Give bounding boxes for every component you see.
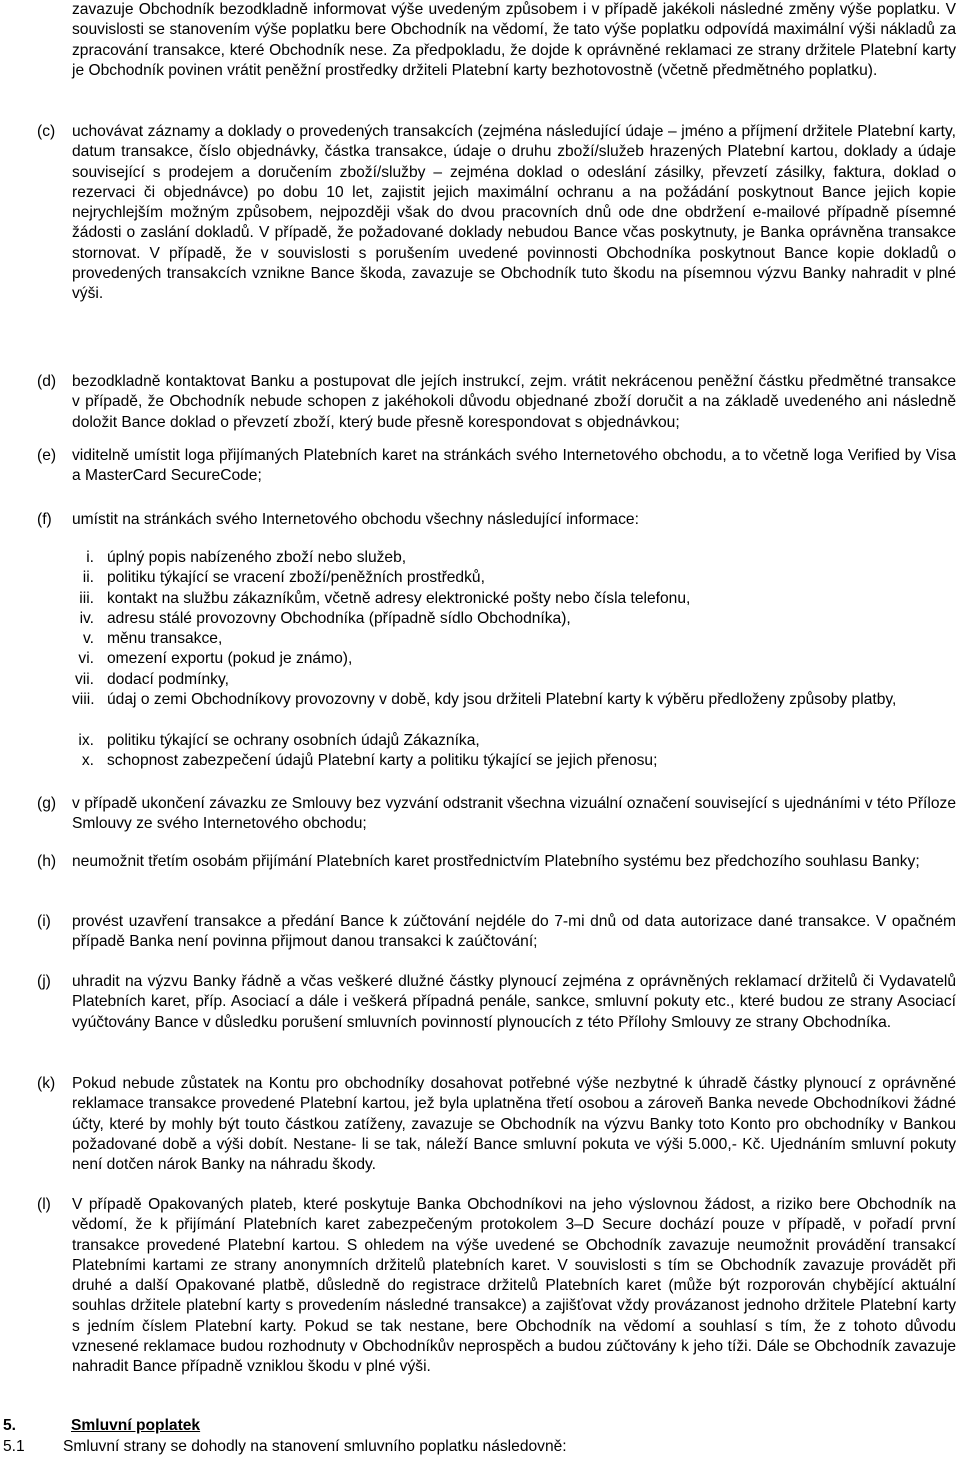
- item-j-label: (j): [37, 973, 51, 990]
- section-number: 5.: [3, 1417, 17, 1434]
- item-c-label: (c): [37, 123, 56, 140]
- item-k-label: (k): [37, 1075, 56, 1092]
- info-list-text: kontakt na službu zákazníkům, včetně adresy elektronické pošty nebo čísla telefonu,: [107, 590, 691, 607]
- item-i-text: provést uzavření transakce a předání Bance k zúčtování nejdéle do 7-mi dnů od data autorizace dané transakce. V opačném případě Banka není povinna přijmout danou transakci k zaúčtování;: [72, 913, 956, 951]
- info-list-text: omezení exportu (pokud je známo),: [107, 650, 353, 667]
- item-f-text: umístit na stránkách svého Internetového obchodu všechny následující informace:: [72, 511, 639, 528]
- info-list-number: vi.: [78, 650, 94, 667]
- info-list-text: politiku týkající se ochrany osobních údajů Zákazníka,: [107, 732, 480, 749]
- info-list-number: i.: [86, 549, 94, 566]
- info-list-text: adresu stálé provozovny Obchodníka (případně sídlo Obchodníka),: [107, 610, 571, 627]
- info-list-number: ix.: [78, 732, 94, 749]
- info-list-text: schopnost zabezpečení údajů Platební karty a politiku týkající se jejich přenosu;: [107, 752, 658, 769]
- item-e-text: viditelně umístit loga přijímaných Platebních karet na stránkách svého Internetového obchodu, a to včetně loga Verified by Visa a MasterCard SecureCode;: [72, 447, 956, 485]
- item-d-text: bezodkladně kontaktovat Banku a postupovat dle jejích instrukcí, zejm. vrátit nekrácenou peněžní částku předmětné transakce v případě, že Obchodník nebude schopen z jakéhokoli důvodu objednané zboží doručit a na základě uvedeného ani následně doložit Bance doklad o převzetí zboží, který bude přesně korespondovat s objednávkou;: [72, 373, 956, 431]
- item-j-text: uhradit na výzvu Banky řádně a včas veškeré dlužné částky plynoucí zejména z oprávněných reklamací držitelů či Vydavatelů Platebních karet, příp. Asociací a dále i veškerá případná penále, sankce, smluvní pokuty etc., které budou ze strany Asociací vyúčtovány Bance v důsledku porušení smluvních povinností plynoucích z této Přílohy Smlouvy ze strany Obchodníka.: [72, 973, 956, 1031]
- info-list-number: viii.: [72, 691, 95, 708]
- subsection-number: 5.1: [3, 1438, 25, 1455]
- item-k-text: Pokud nebude zůstatek na Kontu pro obchodníky dosahovat potřebné výše nezbytné k úhradě částky plynoucí z oprávněné reklamace transakce provedené Platební kartou, jež byla uplatněna třetí osobou a zároveň Banka nevede Obchodníkovi žádné účty, které by mohly být touto částkou zatíženy, zavazuje se Obchodník na výzvu Banky toto Konto pro obchodníky v Bankou požadované době a výši dobít. Nestane- li se tak, náleží Bance smluvní pokuta ve výši 5.000,- Kč. Ujednáním smluvní pokuty není dotčen nárok Banky na náhradu škody.: [72, 1075, 956, 1174]
- item-h-label: (h): [37, 853, 57, 870]
- info-list-number: v.: [83, 630, 94, 647]
- item-h-text: neumožnit třetím osobám přijímání Platebních karet prostřednictvím Platebního systému bez předchozího souhlasu Banky;: [72, 853, 920, 870]
- item-e-label: (e): [37, 447, 57, 464]
- item-i-label: (i): [37, 913, 51, 930]
- info-list-number: vii.: [74, 671, 94, 688]
- info-list-number: iv.: [79, 610, 94, 627]
- info-list-number: iii.: [79, 590, 94, 607]
- item-l-text: V případě Opakovaných plateb, které poskytuje Banka Obchodníkovi na jeho výslovnou žádost, a riziko bere Obchodník na vědomí, že k přijímání Platebních karet zabezpečeným protokolem 3–D Secure dochází pouze v případě, v pořadí první transakce provedené Platební kartou. S ohledem na výše uvedené se Obchodník zavazuje neumožnit provádění transakcí Platebními kartami ze strany anonymních držitelů platebních karet. V souvislosti s tím se Obchodník zavazuje provádět při druhé a další Opakované platbě, důsledně do registrace držitelů Platebních karet (může být rozporován chybějící aktuální souhlas držitele platební karty s provedením následné transakce) a zajišťovat vždy provázanost jednoho držitele Platební karty s jedním číslem Platební karty. Pokud se tak nestane, bere Obchodník na vědomí a souhlasí s tím, že z tohoto důvodu vznesené reklamace budou rozhodnuty v Obchodníkův neprospěch a budou zúčtovány k jeho tíži. Dále se Obchodník zavazuje nahradit Bance případně vzniklou škodu v plné výši.: [72, 1196, 956, 1376]
- info-list-number: x.: [81, 752, 94, 769]
- item-g-text: v případě ukončení závazku ze Smlouvy bez vyzvání odstranit všechna vizuální označení související s ujednáními v této Příloze Smlouvy ze svého Internetového obchodu;: [72, 795, 956, 833]
- info-list-text: dodací podmínky,: [107, 671, 229, 688]
- item-d-label: (d): [37, 373, 57, 390]
- info-list-text: údaj o zemi Obchodníkovy provozovny v době, kdy jsou držiteli Platební karty k výběru předloženy způsoby platby,: [107, 691, 897, 708]
- continuation-paragraph: zavazuje Obchodník bezodkladně informovat výše uvedeným způsobem i v případě jakékoli následné změny výše poplatku. V souvislosti se stanovením výše poplatku bere Obchodník na vědomí, že tato výše poplatku odpovídá maximální výši nákladů za zpracování transakce, které Obchodník nese. Za předpokladu, že dojde k oprávněné reklamaci ze strany držitele Platební karty je Obchodník povinen vrátit peněžní prostředky držiteli Platební karty bezhotovostně (včetně předmětného poplatku).: [72, 1, 956, 79]
- info-list-number: ii.: [82, 569, 94, 586]
- section-title: Smluvní poplatek: [71, 1417, 201, 1434]
- subsection-text: Smluvní strany se dohodly na stanovení smluvního poplatku následovně:: [63, 1438, 567, 1455]
- item-f-label: (f): [37, 511, 52, 528]
- item-c-text: uchovávat záznamy a doklady o provedených transakcích (zejména následující údaje – jméno a příjmení držitele Platební karty, datum transakce, číslo objednávky, částka transakce, údaje o druhu zboží/služeb hrazených Platební kartou, doklady a údaje související s prodejem a doručením zboží/služby – zejména doklad o odeslání zásilky, převzetí zásilky, faktura, doklad o rezervaci či objednávce) po dobu 10 let, zajistit jejich maximální ochranu a na požádání poskytnout Bance jejich kopie nejrychlejším možným způsobem, nejpozději však do dvou pracovních dnů ode dne obdržení e-mailové případně písemné žádosti o zaslání dokladů. V případě, že požadované doklady nebudou Bance včas poskytnuty, je Banka oprávněna transakce stornovat. V případě, že v souvislosti s porušením uvedené povinnosti Obchodníka poskytnout Bance kopie dokladů o provedených transakcích vznikne Bance škoda, zavazuje se Obchodník tuto škodu na písemnou výzvu Banky nahradit v plné výši.: [72, 123, 956, 303]
- item-g-label: (g): [37, 795, 57, 812]
- info-list-text: úplný popis nabízeného zboží nebo služeb,: [107, 549, 407, 566]
- item-l-label: (l): [37, 1196, 51, 1213]
- info-list-text: měnu transakce,: [107, 630, 223, 647]
- info-list-text: politiku týkající se vracení zboží/peněžních prostředků,: [107, 569, 485, 586]
